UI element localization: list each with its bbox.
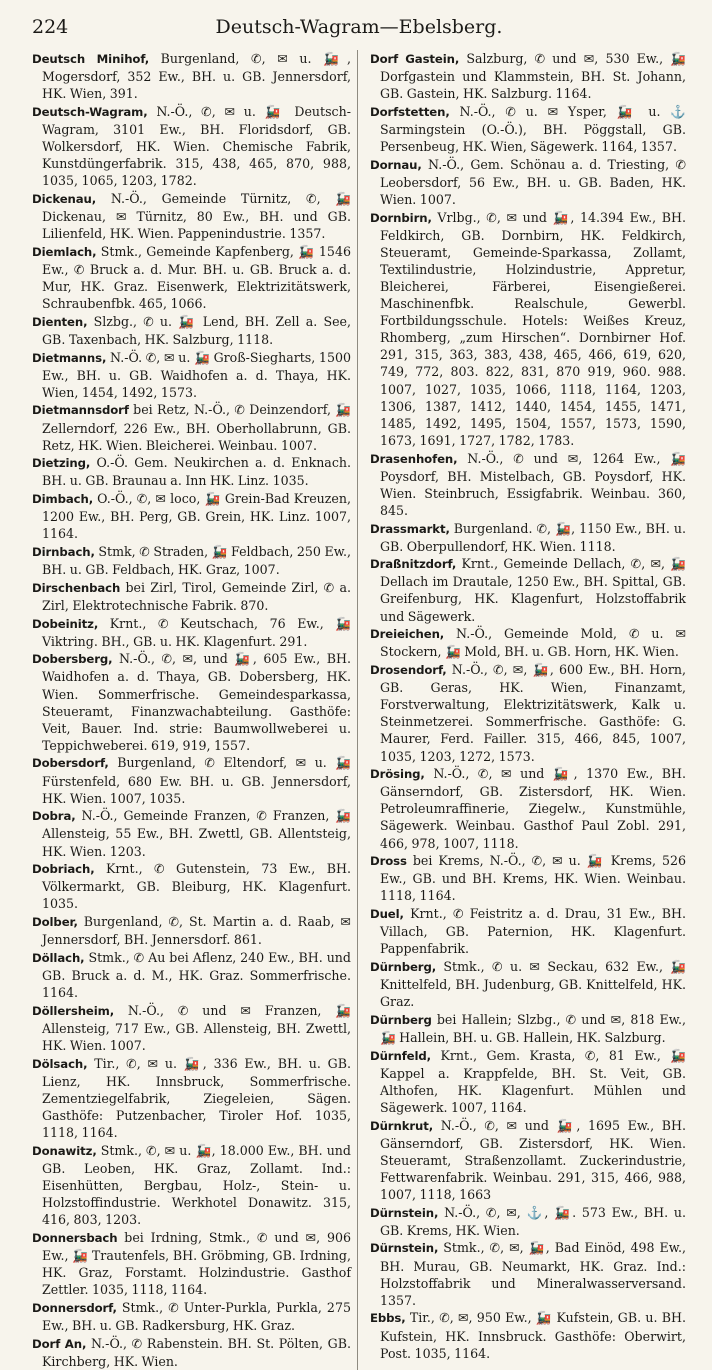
- entry-description: N.-Ö., ✆ und ✉ Franzen, 🚂 Allensteig, 717 Ew., GB. Allensteig, BH. Zwettl, HK. Wien. 1007.: [42, 1002, 351, 1053]
- entry-place-name: Dürnstein,: [369, 1241, 439, 1256]
- entry-place-name: Dobriach,: [32, 862, 95, 877]
- entry-place-name: Dölsach,: [32, 1056, 88, 1071]
- entry-description: N.-Ö., Gem. Schönau a. d. Triesting, ✆ Leobersdorf, 56 Ew., BH. u. GB. Baden, HK. Wien. 1007.: [379, 156, 686, 207]
- entry-description: Burgenland, ✆ Eltendorf, ✉ u. 🚂 Fürstenfeld, 680 Ew. BH. u. GB. Jennersdorf, HK. Wien. 1007, 1035.: [42, 755, 351, 806]
- entry-description: Slzbg., ✆ u. 🚂 Lend, BH. Zell a. See, GB. Taxenbach, HK. Salzburg, 1118.: [42, 313, 351, 347]
- entry-place-name: Drasenhofen,: [369, 451, 458, 466]
- entry-description: O.-Ö., ✆, ✉ loco, 🚂 Grein-Bad Kreuzen, 1200 Ew., BH. Perg, GB. Grein, HK. Linz. 1007, 1164.: [42, 491, 351, 542]
- entry-place-name: Dross: [369, 854, 407, 869]
- entry-description: N.-Ö., ✆, ✉ u. 🚂 Deutsch-Wagram, 3101 Ew., BH. Floridsdorf, GB. Wolkersdorf, HK. Wien. Chemische Fabrik, Kunstdüngerfabrik. 315, 438, 465, 870, 988, 1035, 1065, 1203, 1782.: [42, 103, 351, 189]
- entry-place-name: Dornbirn,: [369, 210, 432, 225]
- entry-place-name: Ebbs,: [369, 1311, 406, 1326]
- gazetteer-entry: [370, 958, 686, 1010]
- running-head: Deutsch-Wagram—Ebelsberg.: [215, 16, 503, 38]
- gazetteer-entry: [370, 765, 686, 851]
- gazetteer-entry: [32, 190, 351, 242]
- entry-place-name: Dimbach,: [32, 492, 94, 507]
- gazetteer-entry: [370, 450, 686, 519]
- entry-description: Krnt., Gemeinde Dellach, ✆, ✉, 🚂 Dellach im Drautale, 1250 Ew., BH. Spittal, GB. Greifenburg, HK. Klagenfurt, Holzstoffabrik und Sägewerk.: [379, 556, 686, 624]
- gazetteer-entry: [370, 852, 686, 904]
- gazetteer-entry: [32, 650, 351, 754]
- gazetteer-entry: [370, 103, 686, 155]
- gazetteer-entry: [32, 313, 351, 348]
- entry-place-name: Donnersdorf,: [32, 1300, 117, 1315]
- gazetteer-entry: [32, 1055, 351, 1141]
- entry-place-name: Dürnberg,: [369, 960, 437, 974]
- entry-place-name: Dobra,: [32, 809, 76, 824]
- entry-description: N.-Ö. ✆, ✉ u. 🚂 Groß-Siegharts, 1500 Ew., BH. u. GB. Waidhofen a. d. Thaya, HK. Wien, 1454, 1492, 1573.: [42, 349, 351, 400]
- entry-description: N.-Ö., Gemeinde Mold, ✆ u. ✉ Stockern, 🚂 Mold, BH. u. GB. Horn, HK. Wien.: [379, 626, 686, 660]
- gazetteer-entry: [32, 349, 351, 401]
- entry-description: Stmk., ✆, ✉ u. 🚂, 18.000 Ew., BH. und GB. Leoben, HK. Graz, Zollamt. Ind.: Eisenhütten, Bergbau, Holz-, Stein- u. Holzstoffindustrie. Werkhotel Donawitz. 315, 416, 803, 1203.: [42, 1142, 351, 1228]
- entry-place-name: Dobeinitz,: [32, 616, 99, 631]
- gazetteer-entry: [370, 1011, 686, 1046]
- entry-description: Stmk, ✆ Straden, 🚂 Feldbach, 250 Ew., BH. u. GB. Feldbach, HK. Graz, 1007.: [42, 543, 351, 578]
- entry-description: N.-Ö., ✆, ✉, 🚂, 600 Ew., BH. Horn, GB. Geras, HK. Wien, Finanzamt, Forstverwaltung, Elektrizitätswerk, Kalk u. Steinmetzerei. Sommerfrische. Gasthöfe: G. Maurer, Ferd. Failler. 315, 466, 845, 1007, 1035, 1203, 1272, 1573.: [379, 662, 686, 764]
- gazetteer-entry: [32, 1142, 351, 1228]
- entry-place-name: Donawitz,: [32, 1143, 97, 1158]
- entry-description: Burgenland, ✆, St. Martin a. d. Raab, ✉ Jennersdorf, BH. Jennersdorf. 861.: [42, 914, 351, 948]
- entry-description: O.-Ö. Gem. Neukirchen a. d. Enknach. BH. u. GB. Braunau a. Inn HK. Linz. 1035.: [42, 455, 351, 489]
- entry-place-name: Dürnberg: [369, 1012, 432, 1027]
- right-column: [370, 50, 686, 1370]
- entry-place-name: Drosendorf,: [369, 663, 447, 678]
- gazetteer-entry: [32, 860, 351, 912]
- gazetteer-entry: [32, 50, 351, 102]
- gazetteer-entry: [32, 490, 351, 542]
- entry-description: N.-Ö., ✆ u. ✉ Ysper, 🚂 u. ⚓ Sarmingstein (O.-Ö.), BH. Pöggstall, GB. Persenbeug, HK. Wien, Sägewerk. 1164, 1357.: [379, 103, 686, 155]
- left-column: [32, 50, 358, 1370]
- entry-place-name: Döllach,: [32, 950, 85, 965]
- gazetteer-entry: [32, 1299, 351, 1334]
- entry-description: bei Hallein; Slzbg., ✆ und ✉, 818 Ew., 🚂 Hallein, BH. u. GB. Hallein, HK. Salzburg.: [379, 1011, 686, 1045]
- entry-description: N.-Ö., ✆, ✉ und 🚂, 1695 Ew., BH. Gänserndorf, GB. Zistersdorf, HK. Wien. Steueramt, Straßenzollamt. Zuckerindustrie, Fettwarenfabrik. Weinbau. 291, 315, 466, 988, 1007, 1118, 1663: [379, 1117, 686, 1202]
- entry-place-name: Deutsch Minihof,: [32, 52, 150, 66]
- gazetteer-entry: [32, 401, 351, 453]
- gazetteer-entry: [370, 520, 686, 555]
- entry-place-name: Dreieichen,: [369, 627, 445, 642]
- entry-description: bei Zirl, Tirol, Gemeinde Zirl, ✆ a. Zirl, Elektrotechnische Fabrik. 870.: [42, 579, 351, 613]
- entry-description: Vrlbg., ✆, ✉ und 🚂, 14.394 Ew., BH. Feldkirch, GB. Dornbirn, HK. Feldkirch, Steueramt, Gemeinde-Sparkassa, Zollamt, Textilindustrie, Holzindustrie, Appretur, Bleicherei, Färberei, Eisengießerei. Maschinenfbk. Realschule, Gewerbl. Fortbildungsschule. Hotels: Weißes Kreuz, Rhomberg, „zum Hirschen“. Dornbirner Hof. 291, 315, 363, 383, 438, 465, 466, 619, 620, 749, 772, 803. 822, 831, 870 919, 960. 988. 1007, 1027, 1035, 1066, 1118, 1164, 1203, 1306, 1387, 1412, 1440, 1454, 1455, 1471, 1485, 1492, 1495, 1504, 1557, 1573, 1590, 1673, 1691, 1727, 1782, 1783.: [379, 209, 686, 448]
- gazetteer-entry: [370, 555, 686, 624]
- entry-description: Tir., ✆, ✉, 950 Ew., 🚂 Kufstein, GB. u. BH. Kufstein, HK. Innsbruck. Gasthöfe: Oberwirt, Post. 1035, 1164.: [379, 1310, 686, 1361]
- gazetteer-entry: [370, 625, 686, 660]
- columns: [32, 50, 686, 1370]
- entry-description: N.-Ö., Gemeinde Türnitz, ✆, 🚂 Dickenau, ✉ Türnitz, 80 Ew., BH. und GB. Lilienfeld, HK. Wien. Pappenindustrie. 1357.: [42, 190, 351, 242]
- entry-description: N.-Ö., ✆, ✉, und 🚂, 605 Ew., BH. Waidhofen a. d. Thaya, GB. Dobersberg, HK. Wien. Sommerfrische. Gemeindesparkassa, Steueramt, Finanzwachabteilung. Gasthöfe: Veit, Bauer. Ind. strie: Baumwollweberei u. Teppichweberei. 619, 919, 1557.: [42, 651, 351, 753]
- entry-place-name: Diemlach,: [32, 244, 97, 259]
- gazetteer-entry: [32, 807, 351, 859]
- gazetteer-entry: [370, 156, 686, 208]
- entry-place-name: Dürnkrut,: [369, 1118, 434, 1133]
- entry-description: N.-Ö., ✆ und ✉, 1264 Ew., 🚂 Poysdorf, BH. Mistelbach, GB. Poysdorf, HK. Wien. Steinbruch, Essigfabrik. Weinbau. 360, 845.: [379, 450, 686, 518]
- entry-description: N.-Ö., Gemeinde Franzen, ✆ Franzen, 🚂 Allensteig, 55 Ew., BH. Zwettl, GB. Allentsteig, HK. Wien. 1203.: [42, 808, 351, 859]
- entry-place-name: Dietmannsdorf: [32, 403, 129, 418]
- entry-place-name: Dietzing,: [32, 456, 91, 471]
- entry-description: Stmk., ✆ Unter-Purkla, Purkla, 275 Ew., BH. u. GB. Radkersburg, HK. Graz.: [42, 1299, 351, 1333]
- page-header: [32, 16, 686, 50]
- entry-description: Stmk., ✆ u. ✉ Seckau, 632 Ew., 🚂 Knittelfeld, BH. Judenburg, GB. Knittelfeld, HK. Graz.: [379, 959, 686, 1010]
- entry-place-name: Dobersdorf,: [32, 756, 109, 771]
- gazetteer-entry: [370, 1309, 686, 1361]
- entry-place-name: Dornau,: [369, 157, 422, 172]
- entry-place-name: Dorf Gastein,: [369, 52, 460, 66]
- gazetteer-entry: [32, 454, 351, 489]
- entry-place-name: Drösing,: [369, 767, 425, 782]
- entry-description: N.-Ö., ✆, ✉ und 🚂, 1370 Ew., BH. Gänserndorf, GB. Zistersdorf, HK. Wien. Petroleumraffinerie, Ziegelw., Kunstmühle, Sägewerk. Weinbau. Gasthof Paul Zobl. 291, 466, 978, 1007, 1118.: [379, 766, 686, 851]
- gazetteer-entry: [32, 1335, 351, 1370]
- entry-place-name: Dirnbach,: [32, 544, 95, 559]
- gazetteer-entry: [32, 754, 351, 806]
- gazetteer-entry: [370, 905, 686, 957]
- gazetteer-entry: [370, 1047, 686, 1116]
- entry-description: Salzburg, ✆ und ✉, 530 Ew., 🚂 Dorfgastein und Klammstein, BH. St. Johann, GB. Gastein, HK. Salzburg. 1164.: [379, 51, 686, 102]
- gazetteer-entry: [32, 579, 351, 614]
- entry-place-name: Dürnfeld,: [369, 1048, 432, 1063]
- entry-place-name: Drassmarkt,: [369, 521, 450, 536]
- entry-place-name: Dorfstetten,: [369, 104, 450, 119]
- entry-place-name: Dickenau,: [32, 191, 97, 206]
- gazetteer-entry: [370, 1204, 686, 1239]
- gazetteer-entry: [32, 543, 351, 578]
- entry-place-name: Dolber,: [32, 915, 78, 930]
- entry-description: N.-Ö., ✆, ✉, ⚓, 🚂. 573 Ew., BH. u. GB. Krems, HK. Wien.: [379, 1204, 686, 1238]
- entry-place-name: Draßnitzdorf,: [369, 557, 457, 572]
- entry-place-name: Deutsch-Wagram,: [32, 104, 148, 119]
- gazetteer-entry: [370, 1117, 686, 1203]
- entry-description: N.-Ö., ✆ Rabenstein. BH. St. Pölten, GB. Kirchberg, HK. Wien.: [42, 1335, 351, 1369]
- entry-place-name: Dobersberg,: [32, 652, 113, 667]
- entry-description: bei Krems, N.-Ö., ✆, ✉ u. 🚂 Krems, 526 Ew., GB. und BH. Krems, HK. Wien. Weinbau. 1118, 1164.: [379, 853, 686, 904]
- entry-description: Tir., ✆, ✉ u. 🚂, 336 Ew., BH. u. GB. Lienz, HK. Innsbruck, Sommerfrische. Zementziegelfabrik, Ziegeleien, Sägen. Gasthöfe: Putzenbacher, Tiroler Hof. 1035, 1118, 1164.: [42, 1055, 351, 1140]
- gazetteer-entry: [32, 913, 351, 948]
- entry-description: Stmk., ✆, ✉, 🚂, Bad Einöd, 498 Ew., BH. Murau, GB. Neumarkt, HK. Graz. Ind.: Holzstoffabrik und Mineralwasserversand. 1357.: [379, 1240, 686, 1308]
- entry-place-name: Donnersbach: [32, 1230, 118, 1245]
- gazetteer-entry: [32, 103, 351, 189]
- entry-description: Burgenland. ✆, 🚂, 1150 Ew., BH. u. GB. Oberpullendorf, HK. Wien. 1118.: [379, 520, 686, 554]
- entry-description: Krnt., Gem. Krasta, ✆, 81 Ew., 🚂 Kappel a. Krappfelde, BH. St. Veit, GB. Althofen, HK. Klagenfurt. Mühlen und Sägewerk. 1007, 1164.: [379, 1047, 686, 1115]
- entry-description: Krnt., ✆ Keutschach, 76 Ew., 🚂 Viktring. BH., GB. u. HK. Klagenfurt. 291.: [42, 615, 351, 649]
- gazetteer-entry: [370, 209, 686, 449]
- page-number: 224: [32, 16, 69, 38]
- entry-place-name: Duel,: [369, 907, 404, 922]
- entry-description: Burgenland, ✆, ✉ u. 🚂, Mogersdorf, 352 Ew., BH. u. GB. Jennersdorf, HK. Wien, 391.: [42, 51, 351, 102]
- gazetteer-entry: [32, 1002, 351, 1054]
- entry-place-name: Dürnstein,: [369, 1205, 439, 1220]
- entry-place-name: Dienten,: [32, 314, 88, 329]
- entry-description: bei Retz, N.-Ö., ✆ Deinzendorf, 🚂 Zellerndorf, 226 Ew., BH. Oberhollabrunn, GB. Retz, HK. Wien. Bleicherei. Weinbau. 1007.: [42, 402, 351, 453]
- gazetteer-entry: [32, 243, 351, 312]
- entry-place-name: Dirschenbach: [32, 580, 121, 595]
- gazetteer-entry: [32, 615, 351, 650]
- entry-description: Krnt., ✆ Gutenstein, 73 Ew., BH. Völkermarkt, GB. Bleiburg, HK. Klagenfurt. 1035.: [42, 861, 351, 912]
- entry-description: Stmk., ✆ Au bei Aflenz, 240 Ew., BH. und GB. Bruck a. d. M., HK. Graz. Sommerfrische. 1164.: [42, 949, 351, 1001]
- entry-description: Stmk., Gemeinde Kapfenberg, 🚂 1546 Ew., ✆ Bruck a. d. Mur. BH. u. GB. Bruck a. d. Mur, HK. Graz. Eisenwerk, Elektrizitätswerk, Schraubenfbk. 465, 1066.: [42, 243, 351, 312]
- entry-place-name: Dietmanns,: [32, 350, 107, 365]
- entry-place-name: Döllersheim,: [32, 1003, 115, 1018]
- entry-description: bei Irdning, Stmk., ✆ und ✉, 906 Ew., 🚂 Trautenfels, BH. Gröbming, GB. Irdning, HK. Graz, Forstamt. Holzindustrie. Gasthof Zettler. 1035, 1118, 1164.: [42, 1229, 351, 1298]
- entry-place-name: Dorf An,: [32, 1336, 87, 1351]
- gazetteer-entry: [32, 949, 351, 1001]
- entry-description: Krnt., ✆ Feistritz a. d. Drau, 31 Ew., BH. Villach, GB. Paternion, HK. Klagenfurt. Pappenfabrik.: [379, 906, 686, 957]
- gazetteer-entry: [370, 50, 686, 102]
- gazetteer-entry: [32, 1229, 351, 1298]
- gazetteer-entry: [370, 1239, 686, 1308]
- gazetteer-entry: [370, 661, 686, 765]
